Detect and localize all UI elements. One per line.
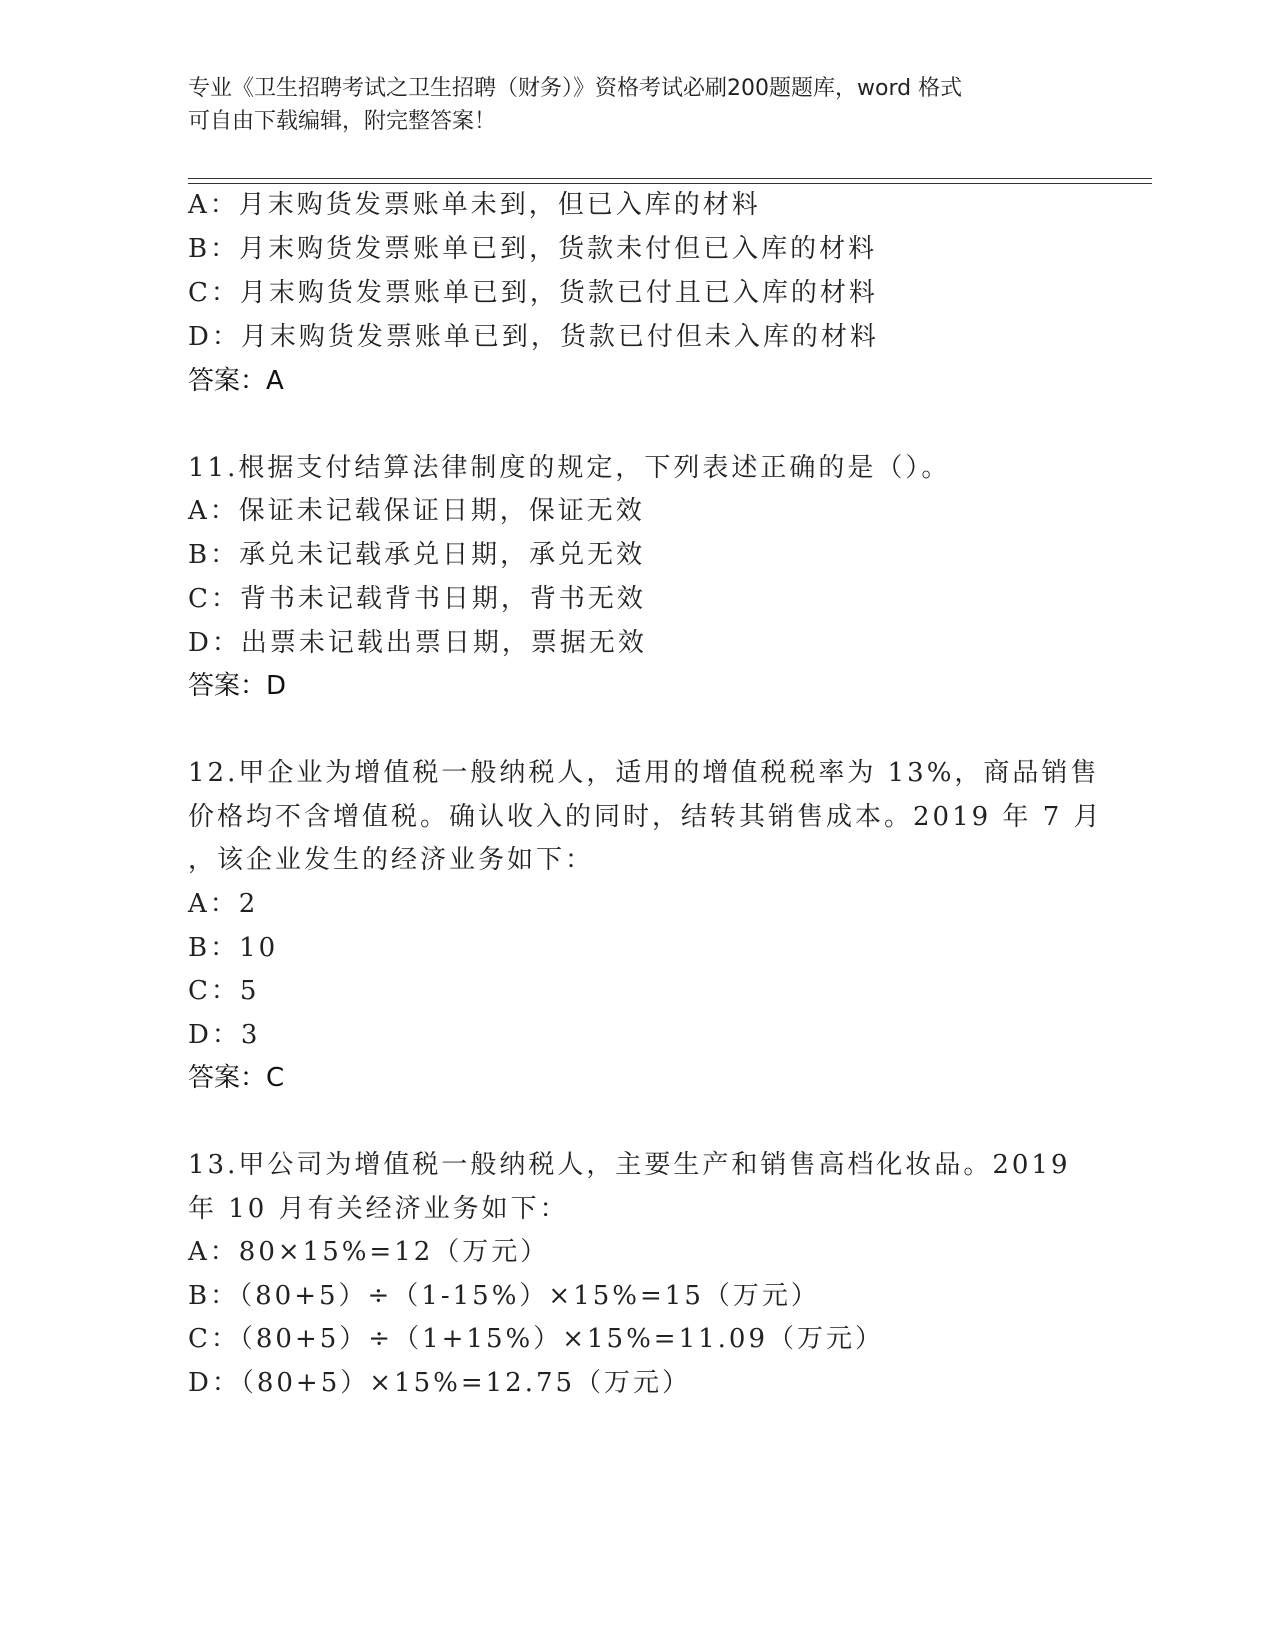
q11-question: 11.根据支付结算法律制度的规定，下列表述正确的是（）。 <box>188 453 951 483</box>
q10-option-c: C：月末购货发票账单已到，货款已付且已入库的材料 <box>188 278 878 308</box>
header-divider-bottom <box>188 183 1152 184</box>
q10-option-a: A：月末购货发票账单未到，但已入库的材料 <box>188 190 761 220</box>
header-divider-top <box>188 178 1152 179</box>
q12-option-d: D：3 <box>188 1020 261 1050</box>
q11-option-b: B：承兑未记载承兑日期，承兑无效 <box>188 540 646 570</box>
q10-option-d: D：月末购货发票账单已到，货款已付但未入库的材料 <box>188 322 879 352</box>
q13-option-b: B：（80+5）÷（1-15%）×15%=15（万元） <box>188 1281 820 1311</box>
q10-answer: 答案：A <box>188 366 284 396</box>
header-line-1: 专业《卫生招聘考试之卫生招聘（财务）》资格考试必刷200题题库，word 格式 <box>188 76 963 101</box>
q13-option-d: D：（80+5）×15%=12.75（万元） <box>188 1368 692 1398</box>
q13-option-a: A：80×15%=12（万元） <box>188 1237 550 1267</box>
q13-question-line-2: 年 10 月有关经济业务如下： <box>188 1194 569 1224</box>
q11-option-a: A：保证未记载保证日期，保证无效 <box>188 496 645 526</box>
q11-option-c: C：背书未记载背书日期，背书无效 <box>188 584 646 614</box>
header-line-2: 可自由下载编辑，附完整答案！ <box>188 109 497 134</box>
q12-option-a: A：2 <box>188 889 259 919</box>
q11-answer: 答案：D <box>188 671 287 701</box>
q12-answer: 答案：C <box>188 1063 285 1093</box>
q13-question-line-1: 13.甲公司为增值税一般纳税人，主要生产和销售高档化妆品。2019 <box>188 1150 1071 1180</box>
q13-option-c: C：（80+5）÷（1+15%）×15%=11.09（万元） <box>188 1324 884 1354</box>
q12-question-line-2: 价格均不含增值税。确认收入的同时，结转其销售成本。2019 年 7 月 <box>188 802 1103 832</box>
q10-option-b: B：月末购货发票账单已到，货款未付但已入库的材料 <box>188 234 878 264</box>
document-header <box>188 72 1068 138</box>
q11-option-d: D：出票未记载出票日期，票据无效 <box>188 628 647 658</box>
q12-question-line-1: 12.甲企业为增值税一般纳税人，适用的增值税税率为 13%，商品销售 <box>188 758 1100 788</box>
q12-option-b: B：10 <box>188 933 279 963</box>
q12-question-line-3: ，该企业发生的经济业务如下： <box>188 845 595 875</box>
q12-option-c: C：5 <box>188 976 260 1006</box>
